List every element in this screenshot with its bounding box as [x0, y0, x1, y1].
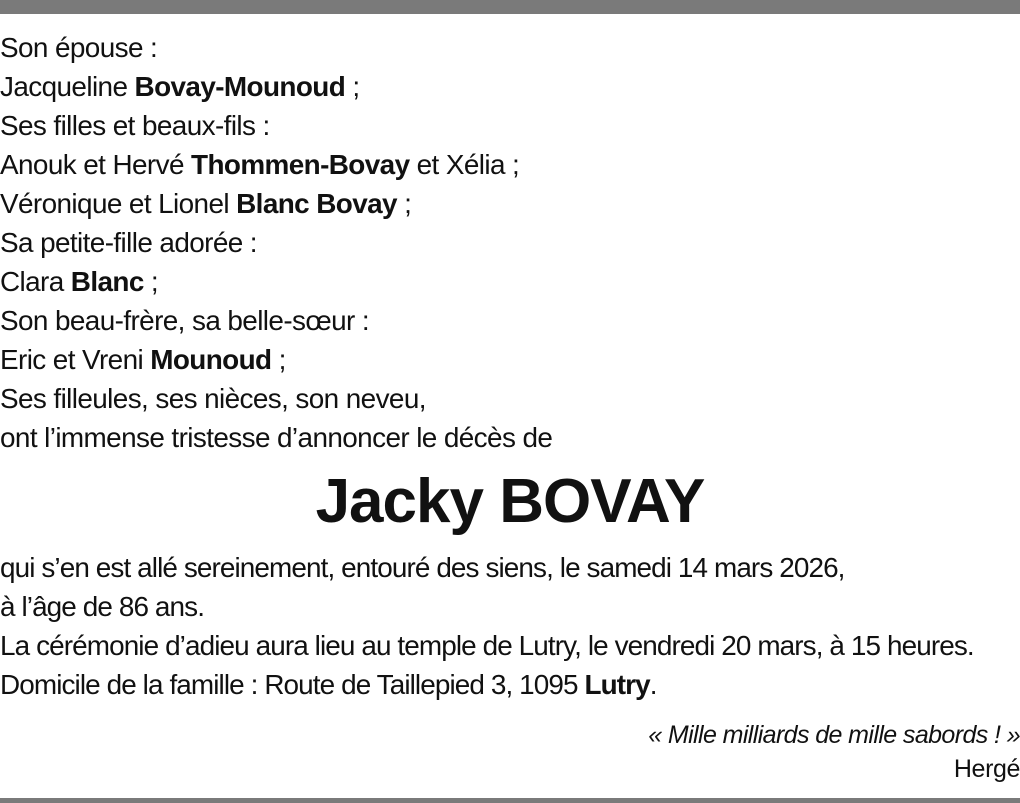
- deceased-name: Jacky BOVAY: [315, 467, 705, 536]
- family-line: Son épouse :: [0, 32, 158, 63]
- announcement-line: ont l’immense tristesse d’annoncer le décès de: [0, 422, 553, 453]
- ceremony-line: La cérémonie d’adieu aura lieu au temple de Lutry, le vendredi 20 mars, à 15 heures.: [0, 630, 974, 661]
- quote-author: Hergé: [953, 755, 1020, 783]
- details-block: [0, 548, 1020, 704]
- family-line: Anouk et Hervé Thommen-Bovay et Xélia ;: [0, 149, 520, 180]
- family-line: Clara Blanc ;: [0, 266, 159, 297]
- quote: « Mille milliards de mille sabords ! »: [648, 721, 1020, 749]
- domicile-line: Domicile de la famille : Route de Taillepied 3, 1095 Lutry.: [0, 669, 657, 700]
- family-line: Ses filleules, ses nièces, son neveu,: [0, 383, 426, 414]
- family-line: Sa petite-fille adorée :: [0, 227, 257, 258]
- family-line: Jacqueline Bovay-Mounoud ;: [0, 71, 360, 102]
- family-surname: Mounoud: [150, 344, 272, 375]
- passing-line: qui s’en est allé sereinement, entouré des siens, le samedi 14 mars 2026,: [0, 552, 845, 583]
- domicile-town: Lutry: [584, 669, 650, 700]
- family-line: Son beau-frère, sa belle-sœur :: [0, 305, 369, 336]
- top-rule: [0, 0, 1020, 14]
- family-surname: Thommen-Bovay: [191, 149, 410, 180]
- family-list: [0, 28, 1020, 457]
- family-line: Véronique et Lionel Blanc Bovay ;: [0, 188, 412, 219]
- age-line: à l’âge de 86 ans.: [0, 591, 205, 622]
- family-line: Ses filles et beaux-fils :: [0, 110, 270, 141]
- family-surname: Blanc Bovay: [236, 188, 397, 219]
- bottom-rule: [0, 798, 1020, 803]
- family-line: Eric et Vreni Mounoud ;: [0, 344, 286, 375]
- family-surname: Bovay-Mounoud: [134, 71, 346, 102]
- family-surname: Blanc: [70, 266, 144, 297]
